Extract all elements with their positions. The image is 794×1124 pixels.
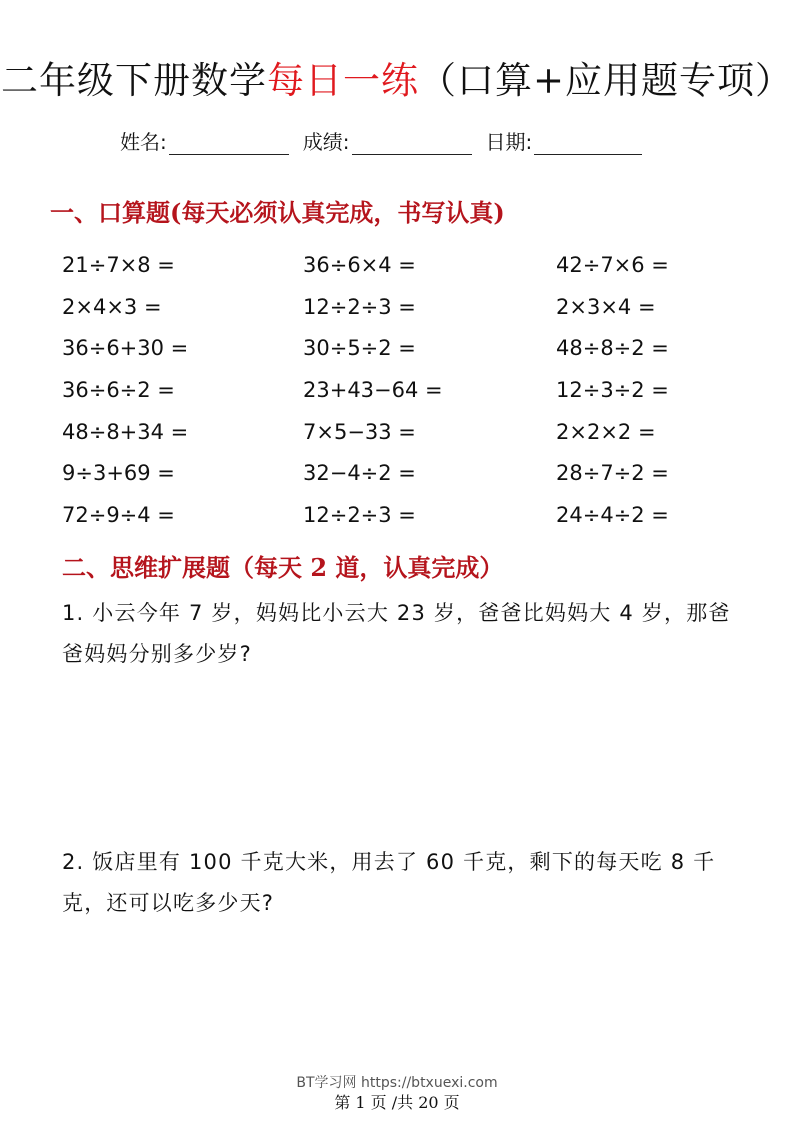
table-row — [62, 452, 762, 494]
section-2-title: 二、思维扩展题（每天 2 道，认真完成） — [62, 553, 504, 582]
table-row — [62, 244, 762, 286]
calc-item: 24÷4÷2 = — [556, 502, 669, 527]
date-blank[interactable] — [534, 132, 642, 155]
calc-item: 36÷6×4 = — [303, 252, 416, 277]
calc-item: 32−4÷2 = — [303, 461, 416, 486]
calc-item: 42÷7×6 = — [556, 252, 669, 277]
title-subtitle: （口算+应用题专项） — [418, 59, 793, 102]
calc-item: 12÷2÷3 = — [303, 294, 416, 319]
title-highlight: 每日一练 — [266, 59, 419, 102]
word-problem-2: 2. 饭店里有 100 千克大米，用去了 60 千克，剩下的每天吃 8 千克，还可以吃多少天? — [62, 850, 716, 915]
score-blank[interactable] — [352, 132, 472, 155]
table-row — [62, 494, 762, 536]
calc-item: 7×5−33 = — [303, 419, 416, 444]
date-field[interactable] — [486, 126, 643, 155]
word-problem-1: 1. 小云今年 7 岁，妈妈比小云大 23 岁，爸爸比妈妈大 4 岁，那爸爸妈妈分别多少岁? — [62, 601, 731, 666]
calc-item: 48÷8÷2 = — [556, 336, 669, 361]
page-title — [0, 50, 794, 104]
calc-item: 28÷7÷2 = — [556, 461, 669, 486]
calc-item: 36÷6÷2 = — [62, 377, 175, 402]
section-1-title: 一、口算题(每天必须认真完成，书写认真) — [50, 198, 505, 227]
date-label: 日期: — [485, 130, 533, 154]
calc-item: 23+43−64 = — [303, 377, 443, 402]
table-row — [62, 286, 762, 328]
calc-item: 12÷3÷2 = — [556, 377, 669, 402]
calc-item: 12÷2÷3 = — [303, 502, 416, 527]
calc-item: 72÷9÷4 = — [62, 502, 175, 527]
name-blank[interactable] — [169, 132, 289, 155]
title-main: 二年级下册数学 — [0, 59, 267, 102]
score-field[interactable] — [303, 126, 472, 155]
footer-site-link[interactable]: BT学习网 https://btxuexi.com — [296, 1075, 498, 1091]
table-row — [62, 411, 762, 453]
name-field[interactable] — [120, 126, 289, 155]
mental-math-grid — [62, 244, 762, 536]
calc-item: 21÷7×8 = — [62, 252, 175, 277]
calc-item: 30÷5÷2 = — [303, 336, 416, 361]
calc-item: 2×4×3 = — [62, 294, 162, 319]
calc-item: 9÷3+69 = — [62, 461, 175, 486]
calc-item: 36÷6+30 = — [62, 336, 189, 361]
page-number: 第 1 页 /共 20 页 — [334, 1093, 460, 1112]
calc-item: 2×2×2 = — [556, 419, 656, 444]
score-label: 成绩: — [302, 130, 350, 154]
calc-item: 48÷8+34 = — [62, 419, 189, 444]
calc-item: 2×3×4 = — [556, 294, 656, 319]
student-info-fields — [120, 126, 656, 155]
name-label: 姓名: — [120, 130, 167, 154]
table-row — [62, 327, 762, 369]
table-row — [62, 369, 762, 411]
